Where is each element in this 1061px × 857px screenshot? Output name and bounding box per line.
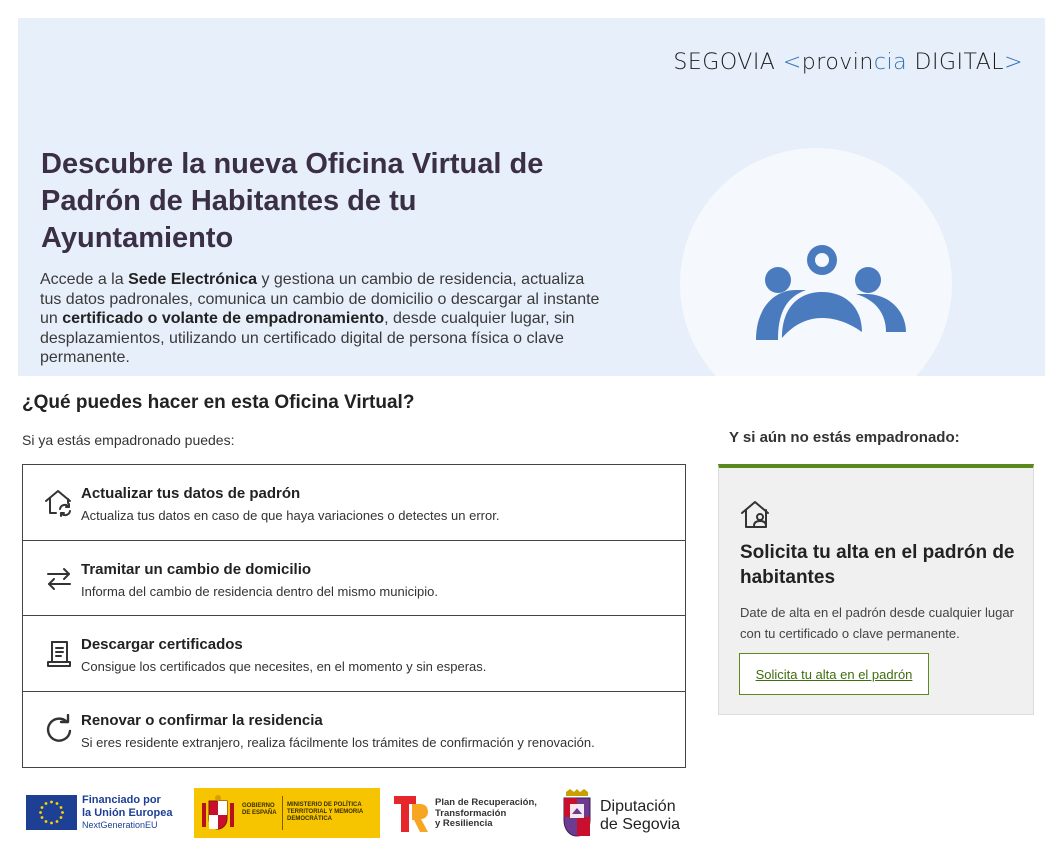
services-list bbox=[22, 464, 686, 768]
hero-banner bbox=[18, 18, 1045, 376]
home-refresh-icon bbox=[43, 487, 75, 519]
spain-coat-of-arms-icon bbox=[200, 793, 236, 833]
hero-title: Descubre la nueva Oficina Virtual de Padrón de Habitantes de tu Ayuntamiento bbox=[41, 148, 544, 254]
eu-funding-text: Financiado por la Unión Europea NextGenerationEU bbox=[82, 794, 173, 830]
section-subhead: Si ya estás empadronado puedes: bbox=[22, 432, 235, 448]
hero-description: Accede a la Sede Electrónica y gestiona un cambio de residencia, actualiza tus datos padronales, comunica un cambio de domicilio o descargar al instante un certificado o volante de empadronamiento, desde cualquier lugar, sin desplazamientos, utilizando un certificado digital de persona física o clave permanente. bbox=[40, 271, 600, 366]
segovia-shield-icon bbox=[560, 788, 594, 838]
service-description: Actualiza tus datos en caso de que haya variaciones o detectes un error. bbox=[81, 508, 500, 523]
service-update-data[interactable] bbox=[23, 465, 685, 541]
recovery-plan-text: Plan de Recuperación, Transformación y Resiliencia bbox=[435, 797, 537, 829]
gobierno-logo: GOBIERNO DE ESPAÑA MINISTERIO DE POLÍTICA TERRITORIAL Y MEMORIA DEMOCRÁTICA bbox=[194, 788, 380, 838]
service-description: Consigue los certificados que necesites, en el momento y sin esperas. bbox=[81, 659, 487, 674]
service-description: Informa del cambio de residencia dentro del mismo municipio. bbox=[81, 583, 438, 599]
service-download-certificates[interactable] bbox=[23, 616, 685, 692]
people-group-icon bbox=[738, 240, 908, 340]
service-title: Tramitar un cambio de domicilio bbox=[81, 560, 312, 578]
service-title: Renovar o confirmar la residencia bbox=[81, 711, 323, 729]
service-description: Si eres residente extranjero, realiza fácilmente los trámites de confirmación y renovación. bbox=[81, 734, 595, 750]
brand-logo: SEGOVIA <provincia DIGITAL> bbox=[673, 50, 1023, 75]
refresh-icon bbox=[43, 714, 75, 746]
home-user-icon bbox=[739, 498, 773, 532]
footer-logos bbox=[26, 786, 686, 842]
swap-arrows-icon bbox=[43, 563, 75, 595]
service-renew-residence[interactable] bbox=[23, 692, 685, 768]
register-card bbox=[718, 464, 1034, 715]
service-change-address[interactable] bbox=[23, 541, 685, 617]
section-title: ¿Qué puedes hacer en esta Oficina Virtual? bbox=[22, 392, 415, 413]
side-heading: Y si aún no estás empadronado: bbox=[729, 429, 960, 446]
service-title: Descargar certificados bbox=[81, 636, 243, 653]
recovery-plan-logo-icon bbox=[392, 794, 430, 834]
service-title: Actualizar tus datos de padrón bbox=[81, 485, 301, 502]
document-scroll-icon bbox=[43, 638, 75, 670]
card-title: Solicita tu alta en el padrón de habitantes bbox=[740, 542, 1015, 588]
eu-flag-icon bbox=[26, 795, 77, 830]
card-text: Date de alta en el padrón desde cualquier lugar con tu certificado o clave permanente. bbox=[740, 605, 1014, 641]
register-button[interactable]: Solicita tu alta en el padrón bbox=[739, 653, 929, 695]
diputacion-segovia-text: Diputación de Segovia bbox=[600, 798, 681, 833]
